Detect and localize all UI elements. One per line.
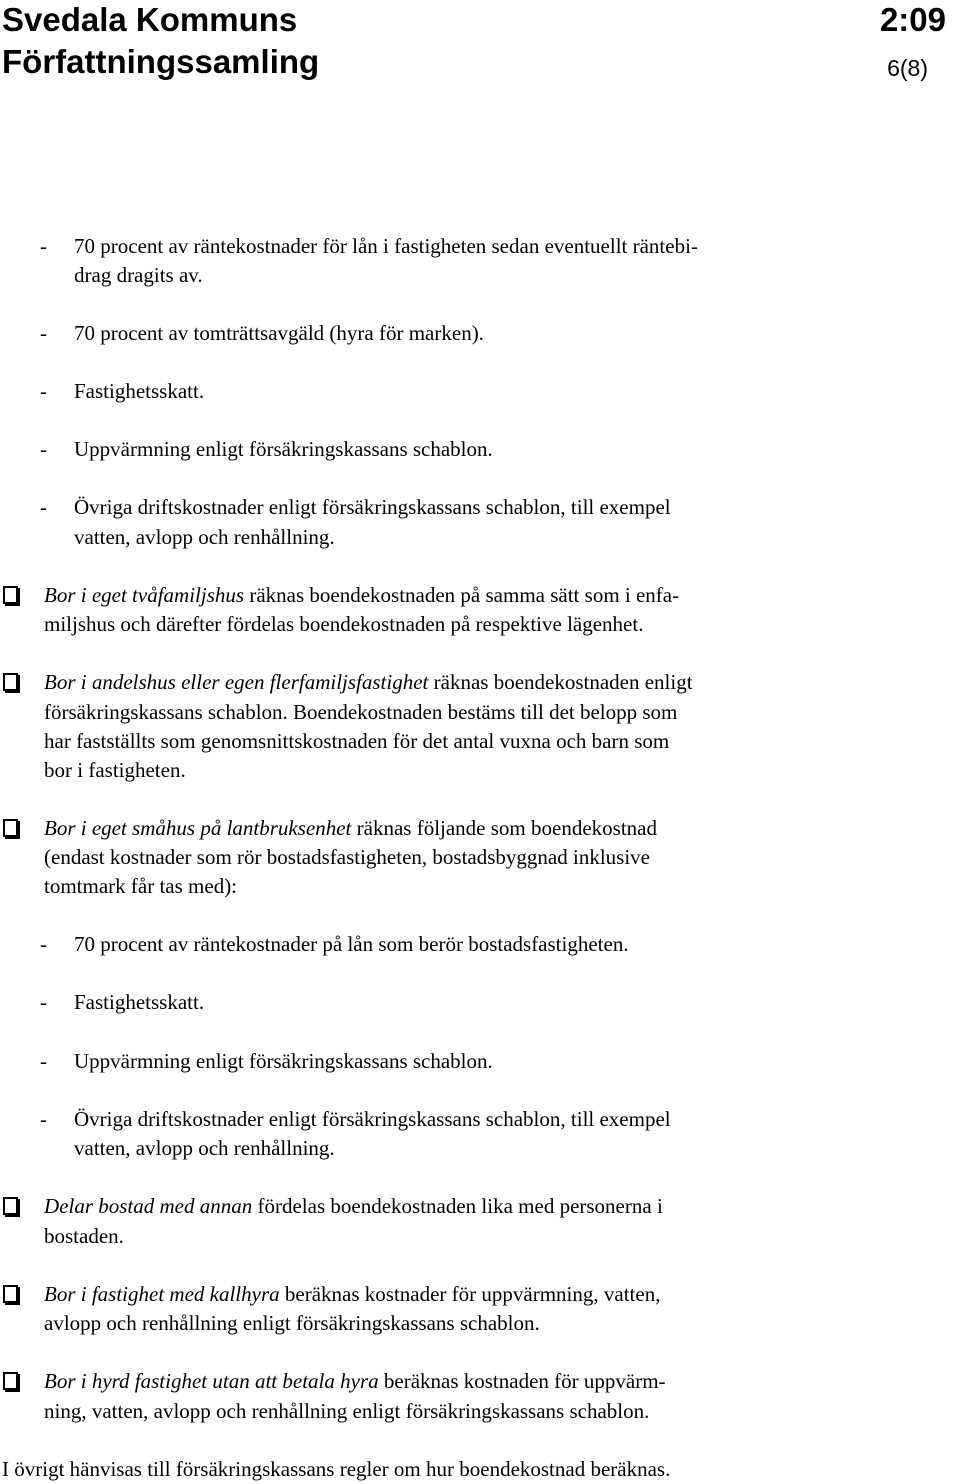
closing-sentence: I övrigt hänvisas till försäkringskassans regler om hur boendekostnad beräknas. [2,1457,671,1481]
document-number: 2:09 [879,1,946,38]
list-item: 70 procent av räntekostnader på lån som berör bostadsfastigheten. [74,932,629,956]
paragraph-line [44,1284,660,1305]
paragraph-text: beräknas kostnader för uppvärmning, vatten, [279,1282,661,1306]
paragraph-text: fördelas boendekostnaden lika med personerna i [252,1194,663,1218]
document-title-line2: Författningssamling [2,43,320,80]
list-item-continuation: vatten, avlopp och renhållning. [74,1136,335,1160]
list-item: Uppvärmning enligt försäkringskassans schablon. [74,437,493,461]
emphasis-text: Bor i hyrd fastighet utan att betala hyra [44,1369,379,1393]
list-dash: - [40,932,47,956]
paragraph-line [44,818,657,839]
list-item: 70 procent av tomträttsavgäld (hyra för marken). [74,321,484,345]
paragraph-text: räknas boendekostnaden på samma sätt som i enfa- [244,583,680,607]
page-number: 6(8) [887,55,928,81]
emphasis-text: Bor i eget tvåfamiljshus [44,583,245,607]
checkbox-bullet-icon [3,1197,18,1215]
list-dash: - [40,234,47,258]
list-item: Uppvärmning enligt försäkringskassans schablon. [74,1049,493,1073]
list-item-continuation: drag dragits av. [74,263,203,287]
list-dash: - [40,495,47,519]
paragraph-line [44,1196,663,1217]
list-dash: - [40,1049,47,1073]
paragraph-line: har fastställts som genomsnittskostnaden för det antal vuxna och barn som [44,729,670,753]
list-item: 70 procent av räntekostnader för lån i fastigheten sedan eventuellt räntebi- [74,234,698,258]
paragraph-text: räknas följande som boendekostnad [351,816,657,840]
list-item: Fastighetsskatt. [74,990,205,1014]
checkbox-bullet-icon [3,819,18,837]
paragraph-line: tomtmark får tas med): [44,874,238,898]
checkbox-bullet-icon [3,673,18,691]
paragraph-line [44,672,693,693]
list-item: Fastighetsskatt. [74,379,205,403]
paragraph-line: försäkringskassans schablon. Boendekostnaden bestäms till det belopp som [44,700,678,724]
list-item-continuation: vatten, avlopp och renhållning. [74,525,335,549]
paragraph-line: (endast kostnader som rör bostadsfastigheten, bostadsbyggnad inklusive [44,845,650,869]
emphasis-text: Bor i andelshus eller egen flerfamiljsfastighet [44,670,429,694]
paragraph-line [44,585,679,606]
paragraph-line [44,1371,666,1392]
emphasis-text: Bor i fastighet med kallhyra [44,1282,280,1306]
paragraph-line: avlopp och renhållning enligt försäkringskassans schablon. [44,1311,540,1335]
paragraph-line: bostaden. [44,1224,124,1248]
paragraph-text: räknas boendekostnaden enligt [428,670,693,694]
paragraph-line: miljshus och därefter fördelas boendekostnaden på respektive lägenhet. [44,612,644,636]
paragraph-line: ning, vatten, avlopp och renhållning enligt försäkringskassans schablon. [44,1399,650,1423]
list-dash: - [40,437,47,461]
list-item: Övriga driftskostnader enligt försäkringskassans schablon, till exempel [74,495,671,519]
list-item: Övriga driftskostnader enligt försäkringskassans schablon, till exempel [74,1107,671,1131]
paragraph-text: beräknas kostnaden för uppvärm- [378,1369,666,1393]
document-title-line1: Svedala Kommuns [2,1,298,38]
checkbox-bullet-icon [3,1285,18,1303]
list-dash: - [40,990,47,1014]
list-dash: - [40,321,47,345]
list-dash: - [40,1107,47,1131]
checkbox-bullet-icon [3,586,18,604]
emphasis-text: Delar bostad med annan [44,1194,253,1218]
list-dash: - [40,379,47,403]
checkbox-bullet-icon [3,1372,18,1390]
emphasis-text: Bor i eget småhus på lantbruksenhet [44,816,352,840]
paragraph-line: bor i fastigheten. [44,758,186,782]
